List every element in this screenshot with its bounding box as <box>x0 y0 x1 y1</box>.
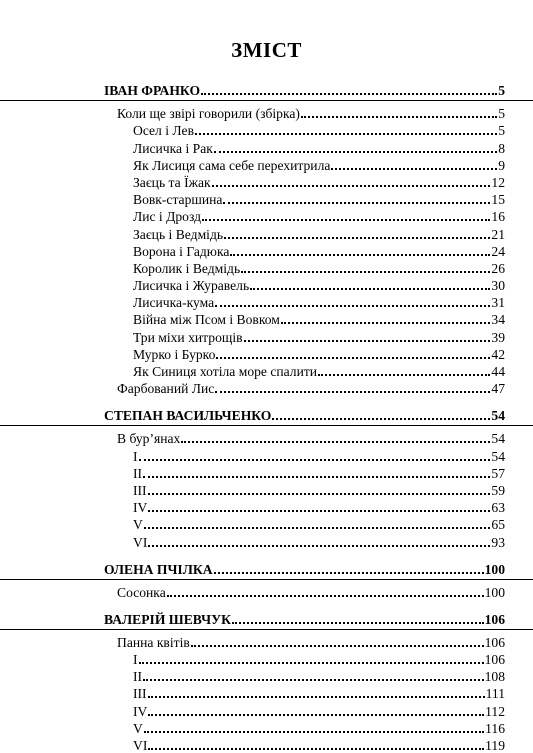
toc-page-number: 100 <box>484 561 505 577</box>
toc-page-number: 54 <box>491 448 505 464</box>
toc-page-number: 108 <box>484 669 505 685</box>
toc-entry <box>0 719 533 736</box>
toc-entry-title: Три міхи хитрощів <box>133 329 243 345</box>
toc-page-number: 47 <box>491 381 505 397</box>
toc-page-number: 34 <box>491 312 505 328</box>
dot-leader <box>202 219 490 221</box>
toc-entry-title: Заєць і Ведмідь <box>133 226 224 242</box>
toc-page-number: 42 <box>491 346 505 362</box>
toc-page-number: 93 <box>491 534 505 550</box>
dot-leader <box>281 322 491 324</box>
toc-page-number: 44 <box>491 364 505 379</box>
dot-leader <box>214 151 497 153</box>
toc-entry-title: Заєць та Їжак <box>133 174 211 190</box>
toc-page-number: 8 <box>498 140 505 156</box>
toc-entry-title: I <box>133 652 138 668</box>
toc-entry-title: Панна квітів <box>117 634 190 650</box>
toc-page-number: 100 <box>484 584 505 600</box>
toc-entry <box>0 242 533 259</box>
toc-author-heading <box>0 606 533 627</box>
toc-entry-title: V <box>133 720 143 736</box>
toc-entry <box>0 464 533 481</box>
dot-leader <box>148 510 490 512</box>
dot-leader <box>216 357 490 359</box>
toc-entry <box>0 532 533 549</box>
toc-page-number: 57 <box>491 465 505 481</box>
toc-entry-title: Мурко і Бурко <box>133 346 216 362</box>
toc-page-number: 9 <box>498 157 505 173</box>
dot-leader <box>143 476 490 478</box>
toc-page-number: 30 <box>491 278 505 294</box>
toc-entry <box>0 224 533 241</box>
dot-leader <box>241 271 490 273</box>
toc-entry <box>0 156 533 173</box>
toc-page-number: 54 <box>491 431 505 447</box>
toc-entry <box>0 327 533 344</box>
toc-page-number: 21 <box>491 226 505 242</box>
toc-entry-title: III <box>133 686 147 702</box>
toc-entry-title: V <box>133 517 143 533</box>
toc-entry-title: Осел і Лев <box>133 123 194 139</box>
toc-page-number: 106 <box>484 611 505 627</box>
toc-entry-title: III <box>133 482 147 498</box>
toc-entry-title: Лисичка і Журавель <box>133 278 250 294</box>
toc-entry <box>0 138 533 155</box>
toc-entry-title: ВАЛЕРІЙ ШЕВЧУК <box>104 611 231 627</box>
dot-leader <box>143 679 484 681</box>
toc-entry <box>0 362 533 379</box>
dot-leader <box>224 237 490 239</box>
dot-leader <box>212 185 491 187</box>
dot-leader <box>144 527 491 529</box>
dot-leader <box>201 93 497 95</box>
toc-entry-title: Як Лисиця сама себе перехитрила <box>133 157 331 173</box>
toc-page-number: 106 <box>484 652 505 668</box>
dot-leader <box>148 696 485 698</box>
toc-page-number: 15 <box>491 192 505 208</box>
toc-entry-title: В бур’янах <box>117 431 181 447</box>
toc-page-number: 65 <box>491 517 505 533</box>
toc-entry-title: II <box>133 669 143 685</box>
dot-leader <box>301 116 497 118</box>
toc-section-entry <box>0 633 533 650</box>
toc-section-entry <box>0 104 533 121</box>
toc-page-number: 54 <box>491 408 505 424</box>
toc-entry <box>0 121 533 138</box>
toc-entry-title: Війна між Псом і Вовком <box>133 312 280 328</box>
toc-section-entry <box>0 583 533 600</box>
dot-leader <box>148 493 491 495</box>
toc-entry-title: Коли ще звірі говорили (збірка) <box>117 106 300 122</box>
toc-author-heading <box>0 556 533 577</box>
dot-leader <box>230 254 490 256</box>
toc-entry <box>0 701 533 718</box>
dot-leader <box>214 572 484 574</box>
dot-leader <box>272 418 490 420</box>
toc-entry-title: Як Синиця хотіла море спалити <box>133 364 318 379</box>
toc-page-number: 112 <box>485 703 505 719</box>
toc-page-number: 116 <box>485 720 505 736</box>
dot-leader <box>318 374 490 376</box>
toc-entry <box>0 736 533 753</box>
dot-leader <box>331 168 497 170</box>
toc-section-entry <box>0 429 533 446</box>
toc-entry <box>0 207 533 224</box>
toc-entry <box>0 650 533 667</box>
dot-leader <box>195 133 497 135</box>
toc-page-number: 31 <box>491 295 505 311</box>
toc-page-number: 5 <box>498 123 505 139</box>
toc-entry-title: Вовк-старшина <box>133 192 223 208</box>
dot-leader <box>215 391 490 393</box>
toc-entry-title: II <box>133 465 143 481</box>
toc-entry <box>0 293 533 310</box>
toc-entry <box>0 446 533 463</box>
toc-entry-title: ІВАН ФРАНКО <box>104 83 201 98</box>
toc-page-number: 5 <box>498 106 505 122</box>
page-title: ЗМІСТ <box>231 38 302 62</box>
toc-entry <box>0 259 533 276</box>
toc-entry-title: СТЕПАН ВАСИЛЬЧЕНКО <box>104 408 272 424</box>
toc-page-number: 119 <box>485 738 505 753</box>
toc-entry-title: IV <box>133 500 148 516</box>
toc-page-number: 106 <box>484 634 505 650</box>
toc-entry-title: Лисичка-кума <box>133 295 215 311</box>
toc-entry <box>0 684 533 701</box>
toc-page-number: 59 <box>491 482 505 498</box>
toc-entry-title: IV <box>133 703 148 719</box>
toc-entry <box>0 190 533 207</box>
dot-leader <box>148 545 490 547</box>
toc-entry-title: Королик і Ведмідь <box>133 260 241 276</box>
dot-leader <box>232 622 484 624</box>
toc-entry-title: VI <box>133 534 148 550</box>
toc-section-entry <box>0 379 533 396</box>
toc-entry-title: ОЛЕНА ПЧІЛКА <box>104 561 213 577</box>
toc-entry <box>0 515 533 532</box>
toc-entry-title: VI <box>133 738 148 753</box>
dot-leader <box>148 714 484 716</box>
toc-author-heading <box>0 402 533 423</box>
toc-author-heading <box>0 77 533 98</box>
toc-entry <box>0 345 533 362</box>
toc-entry-title: Лис і Дрозд <box>133 209 202 225</box>
toc-page-number: 111 <box>485 686 505 702</box>
dot-leader <box>139 459 491 461</box>
toc-entry <box>0 310 533 327</box>
toc-page-number: 24 <box>491 243 505 259</box>
toc-entry-title: Ворона і Гадюка <box>133 243 230 259</box>
toc-page-number: 63 <box>491 500 505 516</box>
toc-entry-title: Лисичка і Рак <box>133 140 213 156</box>
toc-page-number: 39 <box>491 329 505 345</box>
toc-page-number: 16 <box>491 209 505 225</box>
dot-leader <box>167 595 484 597</box>
toc-entry <box>0 173 533 190</box>
dot-leader <box>244 340 491 342</box>
toc-entry <box>0 481 533 498</box>
table-of-contents <box>0 77 533 753</box>
toc-page-number: 12 <box>491 174 505 190</box>
toc-entry-title: Сосонка <box>117 584 166 600</box>
dot-leader <box>215 305 490 307</box>
toc-page-number: 26 <box>491 260 505 276</box>
dot-leader <box>139 662 484 664</box>
dot-leader <box>223 202 490 204</box>
dot-leader <box>148 748 484 750</box>
toc-entry <box>0 498 533 515</box>
toc-entry <box>0 667 533 684</box>
dot-leader <box>144 731 484 733</box>
toc-entry-title: I <box>133 448 138 464</box>
dot-leader <box>181 441 490 443</box>
toc-page-number: 5 <box>498 83 505 98</box>
dot-leader <box>250 288 490 290</box>
toc-entry-title: Фарбований Лис <box>117 381 215 397</box>
dot-leader <box>191 645 484 647</box>
toc-entry <box>0 276 533 293</box>
